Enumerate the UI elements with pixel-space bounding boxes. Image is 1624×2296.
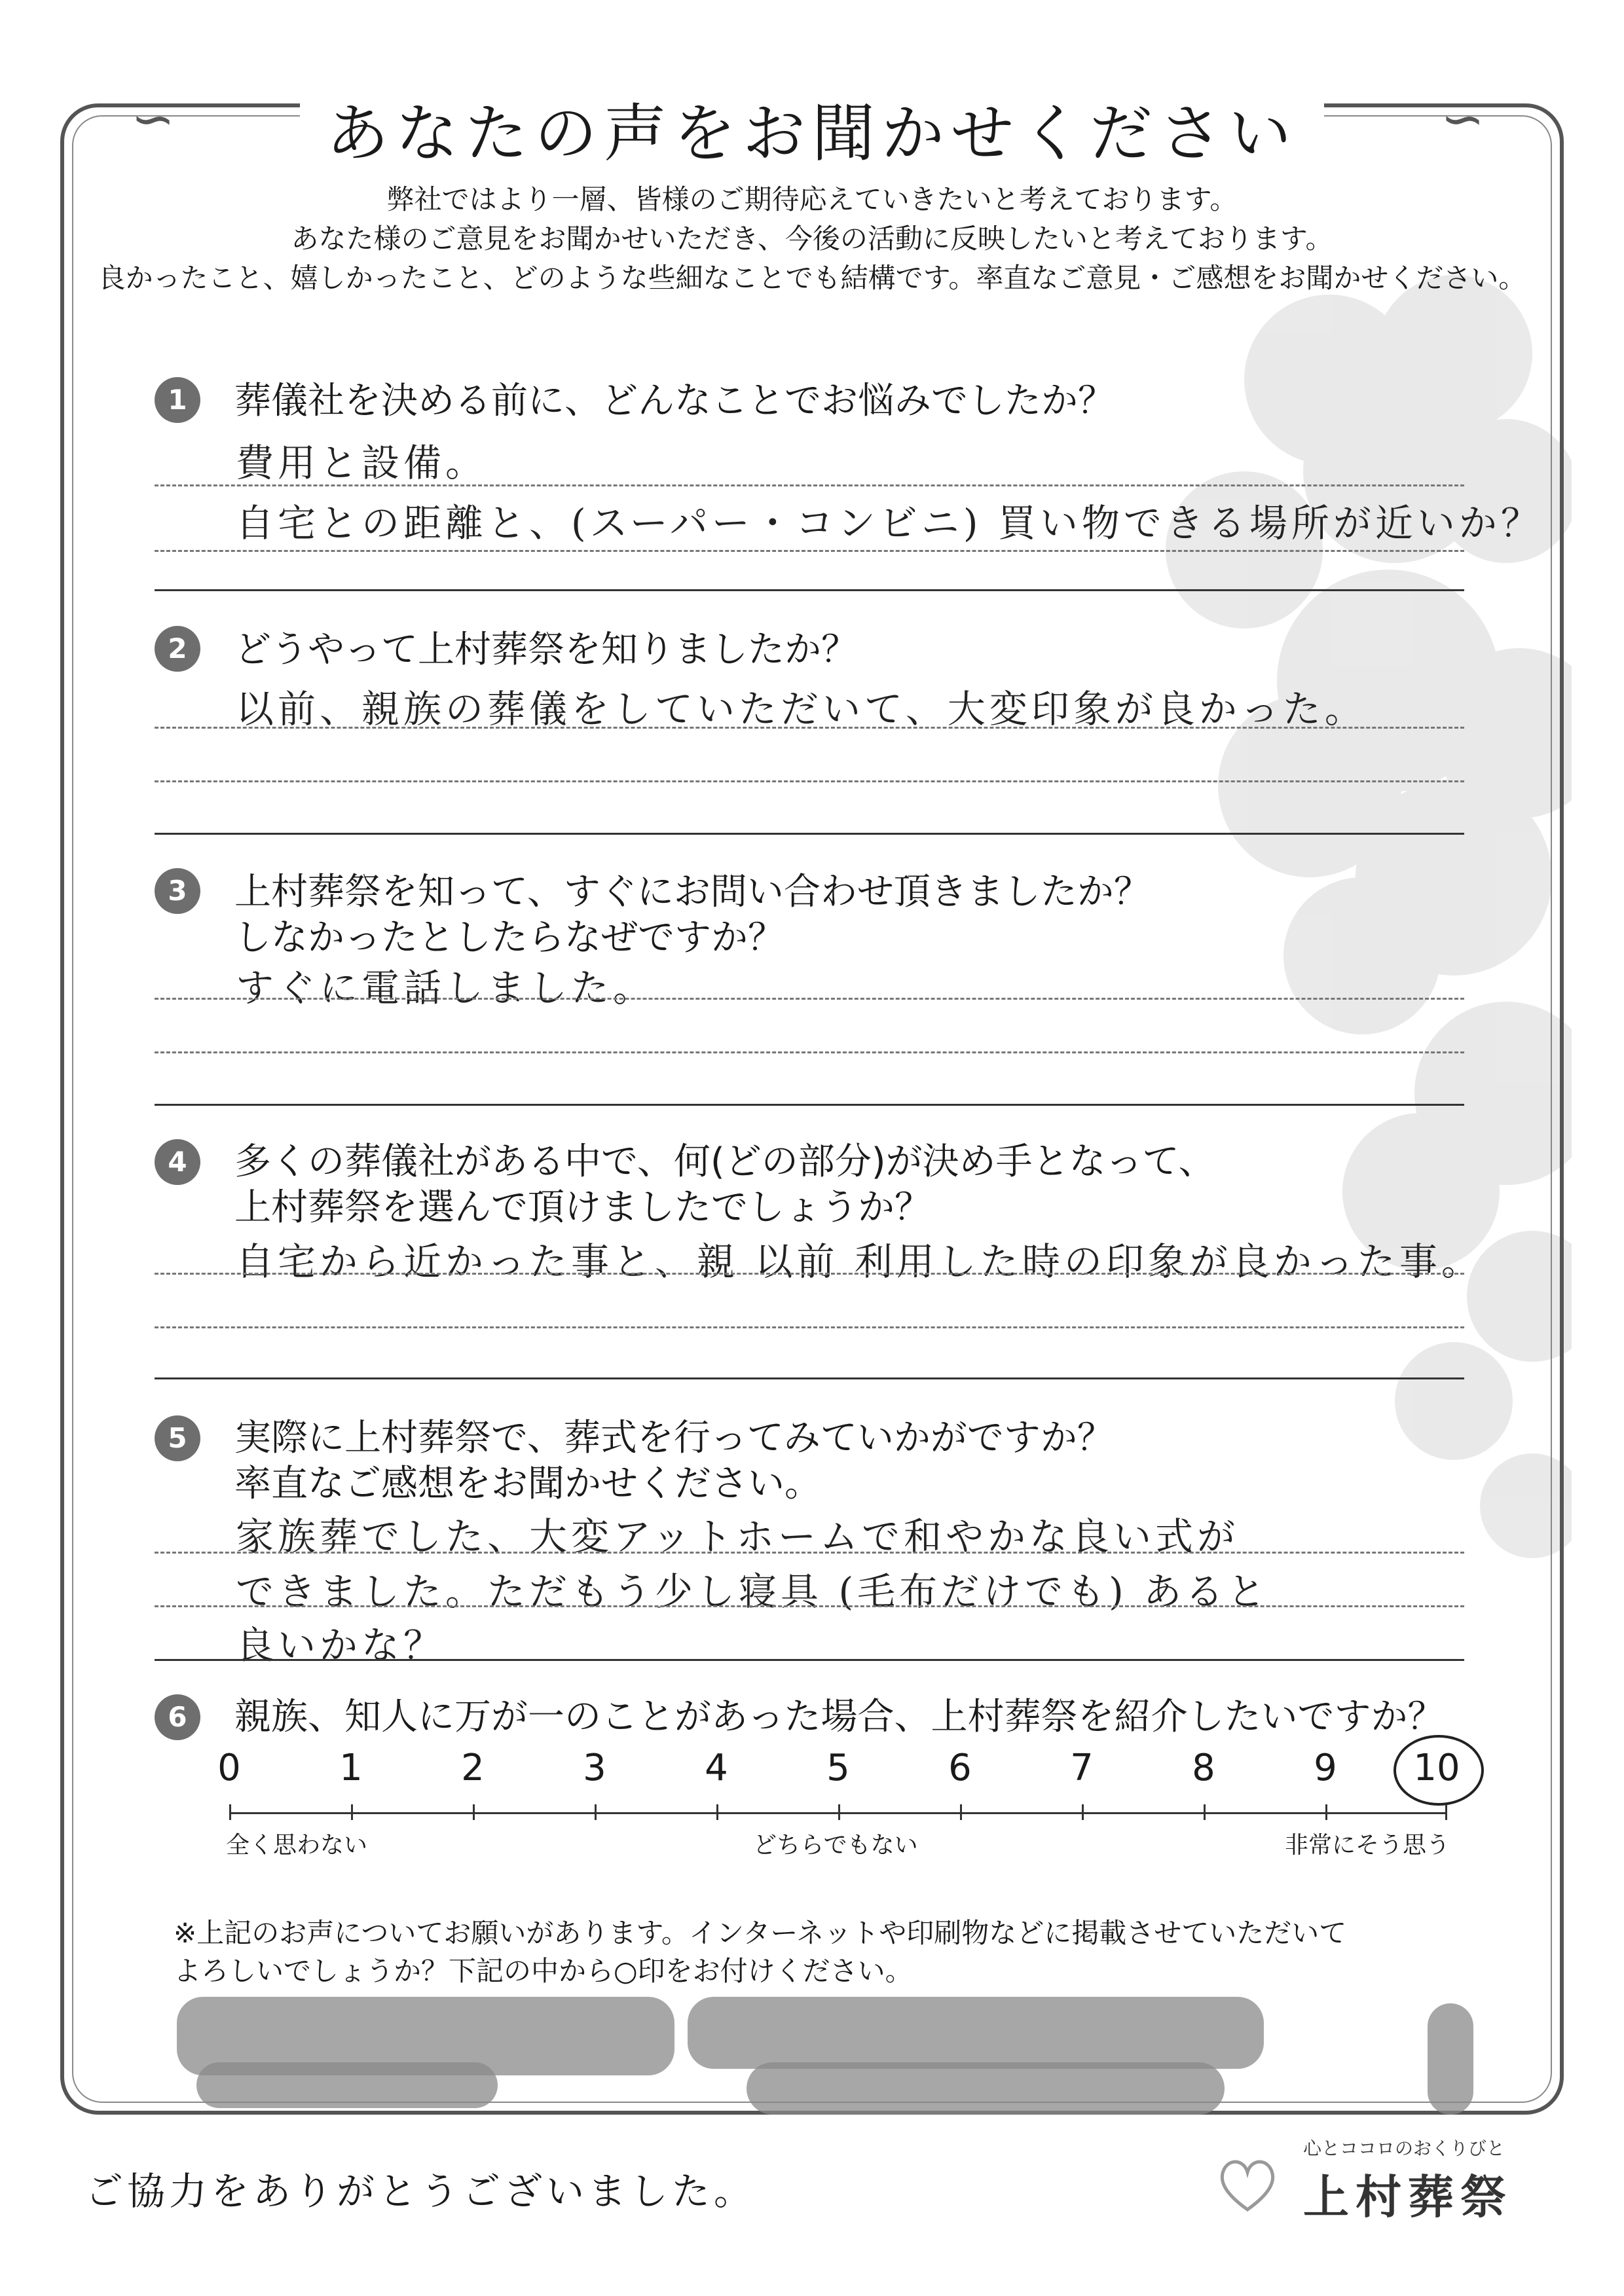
page-title xyxy=(0,84,1624,173)
right-swirl-ornament: ∽ xyxy=(1441,88,1485,149)
redacted-area xyxy=(1428,2003,1473,2115)
redacted-area xyxy=(688,1997,1264,2069)
page-title-text: あなたの声をお聞かせください xyxy=(300,97,1324,170)
redacted-area xyxy=(747,2062,1225,2115)
answer-rule xyxy=(155,1051,1464,1053)
permission-note-line-2: よろしいでしょうか？下記の中から○印をお付けください。 xyxy=(174,1955,913,1987)
scale-tick xyxy=(595,1804,597,1820)
scale-tick xyxy=(1204,1804,1206,1820)
answer-rule xyxy=(155,1552,1464,1554)
question-5-text-line-2: 率直なご感想をお聞かせください。 xyxy=(234,1463,821,1505)
thank-you-message: ご協力をありがとうございました。 xyxy=(85,2169,756,2214)
question-number-6: 6 xyxy=(155,1694,200,1740)
scale-tick xyxy=(1082,1804,1084,1820)
question-2-text: どうやって上村葬祭を知りましたか？ xyxy=(234,629,858,671)
scale-tick xyxy=(473,1804,475,1820)
scale-number-10[interactable]: 10 xyxy=(1413,1747,1460,1789)
answer-rule xyxy=(155,1326,1464,1328)
scale-label-mid: どちらでもない xyxy=(753,1832,918,1859)
scale-number-0[interactable]: 0 xyxy=(217,1747,241,1789)
permission-note-line-1: ※上記のお声についてお願いがあります。インターネットや印刷物などに掲載させていただいて xyxy=(174,1917,1347,1949)
answer-rule xyxy=(155,727,1464,729)
scale-label-high: 非常にそう思う xyxy=(1285,1832,1450,1859)
scale-number-5[interactable]: 5 xyxy=(826,1747,850,1789)
answer-3-line-1: すぐに電話しました。 xyxy=(236,966,655,1010)
answer-rule xyxy=(155,780,1464,782)
scale-tick xyxy=(716,1804,718,1820)
section-divider xyxy=(155,833,1464,835)
scale-number-1[interactable]: 1 xyxy=(339,1747,363,1789)
intro-line-2: あなた様のご意見をお聞かせいただき、今後の活動に反映したいと考えております。 xyxy=(291,223,1333,255)
section-divider xyxy=(155,589,1464,591)
answer-4-line-1: 自宅から近かった事と、親 以前 利用した時の印象が良かった事。 xyxy=(236,1239,1483,1284)
question-number-3: 3 xyxy=(155,868,200,914)
answer-5-line-1: 家族葬でした、大変アットホームで和やかな良い式が xyxy=(236,1514,1239,1559)
left-swirl-ornament: ∽ xyxy=(131,88,175,149)
answer-rule xyxy=(155,1273,1464,1275)
scale-tick xyxy=(838,1804,840,1820)
scale-label-low: 全く思わない xyxy=(226,1832,368,1859)
answer-5-line-3: 良いかな？ xyxy=(236,1623,446,1667)
answer-rule xyxy=(155,484,1464,486)
selected-score-circle xyxy=(1393,1735,1484,1806)
logo-tagline: 心とココロのおくりびと xyxy=(1303,2138,1505,2159)
scale-number-4[interactable]: 4 xyxy=(705,1747,728,1789)
intro-line-1: 弊社ではより一層、皆様のご期待応えていきたいと考えております。 xyxy=(386,183,1238,215)
question-4-text-line-1: 多くの葬儀社がある中で、何(どの部分)が決め手となって、 xyxy=(234,1140,1215,1183)
section-divider xyxy=(155,1659,1464,1661)
answer-1-line-2: 自宅との距離と、(スーパー・コンビニ) 買い物できる場所が近いか？ xyxy=(236,501,1543,545)
question-number-4: 4 xyxy=(155,1139,200,1185)
answer-2-line-1: 以前、親族の葬儀をしていただいて、大変印象が良かった。 xyxy=(236,687,1367,731)
answer-rule xyxy=(155,550,1464,552)
company-logo-name: 上村葬祭 xyxy=(1303,2170,1513,2224)
answer-5-line-2: できました。ただもう少し寝具 (毛布だけでも) あると xyxy=(236,1569,1270,1614)
question-3-text-line-2: しなかったとしたらなぜですか？ xyxy=(234,917,784,959)
question-5-text-line-1: 実際に上村葬祭で、葬式を行ってみていかがですか？ xyxy=(234,1417,1114,1459)
scale-number-3[interactable]: 3 xyxy=(583,1747,606,1789)
question-4-text-line-2: 上村葬祭を選んで頂けましたでしょうか？ xyxy=(234,1186,931,1229)
scale-tick xyxy=(960,1804,962,1820)
scale-number-6[interactable]: 6 xyxy=(948,1747,972,1789)
answer-rule xyxy=(155,1605,1464,1607)
scale-tick xyxy=(351,1804,353,1820)
scale-tick xyxy=(1325,1804,1327,1820)
answer-rule xyxy=(155,998,1464,1000)
answer-1-line-1: 費用と設備。 xyxy=(236,441,488,485)
scale-tick xyxy=(1445,1804,1447,1820)
question-3-text-line-1: 上村葬祭を知って、すぐにお問い合わせ頂きましたか？ xyxy=(234,871,1151,913)
question-number-2: 2 xyxy=(155,626,200,672)
scale-number-2[interactable]: 2 xyxy=(461,1747,485,1789)
question-number-1: 1 xyxy=(155,377,200,423)
question-number-5: 5 xyxy=(155,1415,200,1461)
scale-number-9[interactable]: 9 xyxy=(1314,1747,1337,1789)
scale-number-7[interactable]: 7 xyxy=(1070,1747,1094,1789)
intro-line-3: 良かったこと、嬉しかったこと、どのような些細なことでも結構です。率直なご意見・ご感想をお聞かせください。 xyxy=(98,262,1526,294)
section-divider xyxy=(155,1104,1464,1106)
redacted-area xyxy=(196,2062,498,2108)
section-divider xyxy=(155,1377,1464,1379)
scale-tick xyxy=(229,1804,231,1820)
scale-number-8[interactable]: 8 xyxy=(1192,1747,1215,1789)
heart-logo-icon xyxy=(1211,2147,1283,2219)
question-1-text: 葬儀社を決める前に、どんなことでお悩みでしたか？ xyxy=(234,380,1115,422)
question-6-text: 親族、知人に万が一のことがあった場合、上村葬祭を紹介したいですか？ xyxy=(234,1696,1445,1738)
